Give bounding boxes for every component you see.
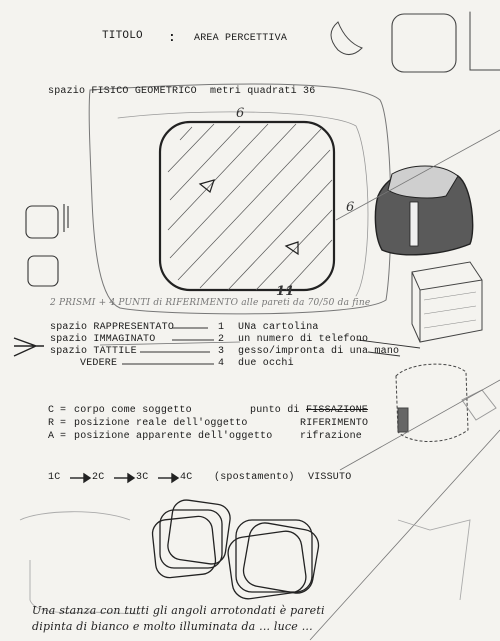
triangle-mark-1 [200, 180, 214, 192]
title-value: AREA PERCETTIVA [194, 33, 288, 44]
handwritten-line-1: Una stanza con tutti gli angoli arrotondati è pareti [32, 604, 325, 617]
partial-square-sketch [470, 12, 500, 70]
perceptive-area-square [160, 122, 334, 290]
sequence-note: (spostamento) [214, 472, 295, 483]
sequence-step-1: 1C [48, 472, 61, 483]
point-fixation-struck: FISSAZIONE [306, 405, 369, 416]
definition-eq-a: = [60, 431, 67, 442]
definition-key-a: A [48, 431, 55, 442]
sequence-step-2: 2C [92, 472, 105, 483]
point-reference: RIFERIMENTO [300, 418, 369, 429]
shaded-cube-sketch [375, 166, 472, 255]
sequence-arrows [70, 474, 178, 482]
wire-cube-1 [412, 262, 482, 342]
sequence-result: VISSUTO [308, 472, 352, 483]
title-colon: : [168, 30, 177, 45]
definition-text-c: corpo come soggetto [74, 405, 192, 416]
space-desc-1: UNa cartolina [238, 322, 319, 333]
point-prefix: punto di [250, 405, 300, 416]
crescent-sketch [331, 22, 362, 55]
top-dimension: 6 [236, 106, 245, 121]
space-label-4: VEDERE [80, 358, 118, 369]
title-label: TITOLO [102, 30, 143, 42]
side-dimension: 6 [346, 200, 355, 215]
definition-text-r: posizione reale dell'oggetto [74, 418, 248, 429]
bottom-dimension: 11 [276, 284, 295, 299]
space-desc-4: due occhi [238, 358, 294, 369]
space-number-1: 1 [218, 322, 225, 333]
definition-key-c: C [48, 405, 55, 416]
space-label-2: spazio IMMAGINATO [50, 334, 156, 345]
definition-eq-c: = [60, 405, 67, 416]
sequence-step-4: 4C [180, 472, 193, 483]
rounded-square-sketch-top [392, 14, 456, 72]
small-square-1 [26, 206, 58, 238]
sequence-step-3: 3C [136, 472, 149, 483]
space-desc-3: gesso/impronta di una mano [238, 346, 400, 357]
physical-space-label: spazio FISICO GEOMETRICO [48, 86, 197, 97]
physical-space-measure: metri quadrati 36 [210, 86, 316, 97]
handwritten-line-2: dipinta di bianco e molto illuminata da ... luce ... [32, 620, 313, 633]
prisms-note: 2 PRISMI + 4 PUNTI di RIFERIMENTO alle pareti da 70/50 da fine [50, 298, 371, 308]
left-pointer-arrow [14, 338, 44, 356]
definition-text-a: posizione apparente dell'oggetto [74, 431, 273, 442]
overlapping-squares-sketch [151, 498, 321, 601]
space-number-4: 4 [218, 358, 225, 369]
space-number-2: 2 [218, 334, 225, 345]
space-label-3: spazio TATTILE [50, 346, 137, 357]
definition-key-r: R [48, 418, 55, 429]
definition-eq-r: = [60, 418, 67, 429]
small-square-2 [28, 256, 58, 286]
space-number-3: 3 [218, 346, 225, 357]
hatching [168, 124, 332, 290]
space-label-1: spazio RAPPRESENTATO [50, 322, 175, 333]
point-refraction: rifrazione [300, 431, 363, 442]
space-desc-2: un numero di telefono [238, 334, 369, 345]
